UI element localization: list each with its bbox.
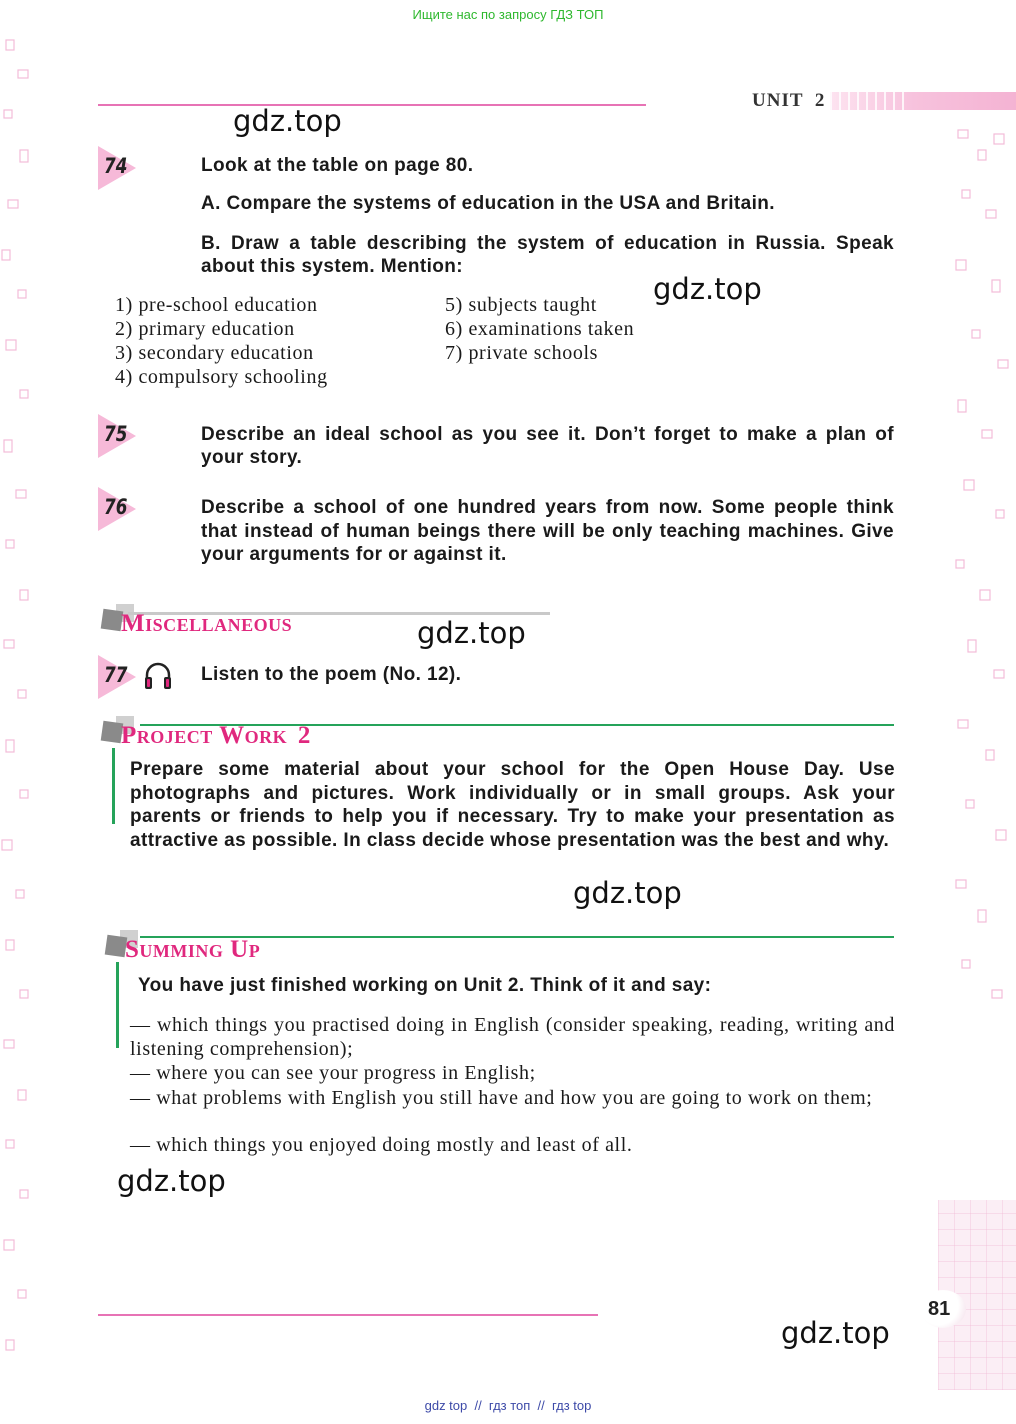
summing-item-1: — which things you practised doing in English (consider speaking, reading, writing and listening comprehension); xyxy=(130,1014,895,1060)
watermark: gdz.top xyxy=(781,1316,890,1350)
ex74-item-5: 5) subjects taught xyxy=(445,294,597,316)
exercise-number: 77 xyxy=(104,663,128,687)
ex77-text: Listen to the poem (No. 12). xyxy=(201,664,462,685)
summing-item-4: — which things you enjoyed doing mostly and least of all. xyxy=(130,1134,633,1156)
watermark: gdz.top xyxy=(417,616,526,650)
unit-header xyxy=(752,90,825,112)
ex74-item-7: 7) private schools xyxy=(445,342,598,364)
ex75-text: Describe an ideal school as you see it. Don’t forget to make a plan of your story. xyxy=(201,424,894,468)
ex74-item-4: 4) compulsory schooling xyxy=(115,366,328,388)
project-number: 2 xyxy=(297,722,311,749)
exercise-number: 76 xyxy=(104,495,128,519)
watermark: gdz.top xyxy=(573,876,682,910)
section-square xyxy=(101,609,124,632)
project-title xyxy=(121,722,311,750)
right-margin-pattern xyxy=(948,120,1016,1040)
exercise-number: 75 xyxy=(104,422,128,446)
project-title-text: Project Work xyxy=(121,722,288,749)
summing-vbar xyxy=(116,962,119,1048)
section-square xyxy=(101,721,124,744)
page-number: 81 xyxy=(928,1298,951,1320)
ex74-item-2: 2) primary education xyxy=(115,318,295,340)
project-vbar xyxy=(112,748,115,824)
ex74-line-a: A. Compare the systems of education in the USA and Britain. xyxy=(201,193,775,214)
footer-links[interactable]: gdz top // гдз топ // гдз top xyxy=(424,1398,592,1413)
project-text: Prepare some material about your school for the Open House Day. Use photographs and pictures. Work individually or in small groups. Ask your parents or friends to help you if necessary. Try to make your presentation as attractive as possible. In class decide whose presentation was the best and why. xyxy=(130,759,895,851)
top-banner[interactable]: Ищите нас по запросу ГДЗ ТОП xyxy=(412,7,604,22)
misc-title: Miscellaneous xyxy=(121,610,293,637)
unit-label: UNIT xyxy=(752,90,804,111)
watermark: gdz.top xyxy=(653,272,762,306)
summing-intro: You have just finished working on Unit 2. Think of it and say: xyxy=(138,975,712,996)
ex74-line-b: B. Draw a table describing the system of education in Russia. Speak about this system. Mention: xyxy=(201,233,894,277)
watermark: gdz.top xyxy=(233,104,342,138)
summing-item-3: — what problems with English you still have and how you are going to work on them; xyxy=(130,1087,873,1109)
ex76-text: Describe a school of one hundred years from now. Some people think that instead of human beings there will be only teaching machines. Give your arguments for or against it. xyxy=(201,497,894,565)
headphones-icon xyxy=(143,661,173,691)
exercise-number: 74 xyxy=(104,154,128,178)
left-margin-pattern xyxy=(0,30,40,1400)
ex74-item-6: 6) examinations taken xyxy=(445,318,635,340)
unit-header-dots xyxy=(830,92,910,110)
summing-title: Summing Up xyxy=(125,936,261,963)
section-square xyxy=(105,935,128,958)
summing-item-2: — where you can see your progress in English; xyxy=(130,1062,536,1084)
exercise-badge-76 xyxy=(98,487,134,531)
watermark: gdz.top xyxy=(117,1164,226,1198)
ex74-item-1: 1) pre-school education xyxy=(115,294,318,316)
ex74-line1: Look at the table on page 80. xyxy=(201,155,474,176)
exercise-badge-77 xyxy=(98,655,134,699)
unit-number: 2 xyxy=(814,90,826,111)
exercise-badge-74 xyxy=(98,146,134,190)
ex74-item-3: 3) secondary education xyxy=(115,342,314,364)
exercise-badge-75 xyxy=(98,414,134,458)
footer-rule xyxy=(98,1314,598,1316)
header-rule xyxy=(98,104,646,106)
